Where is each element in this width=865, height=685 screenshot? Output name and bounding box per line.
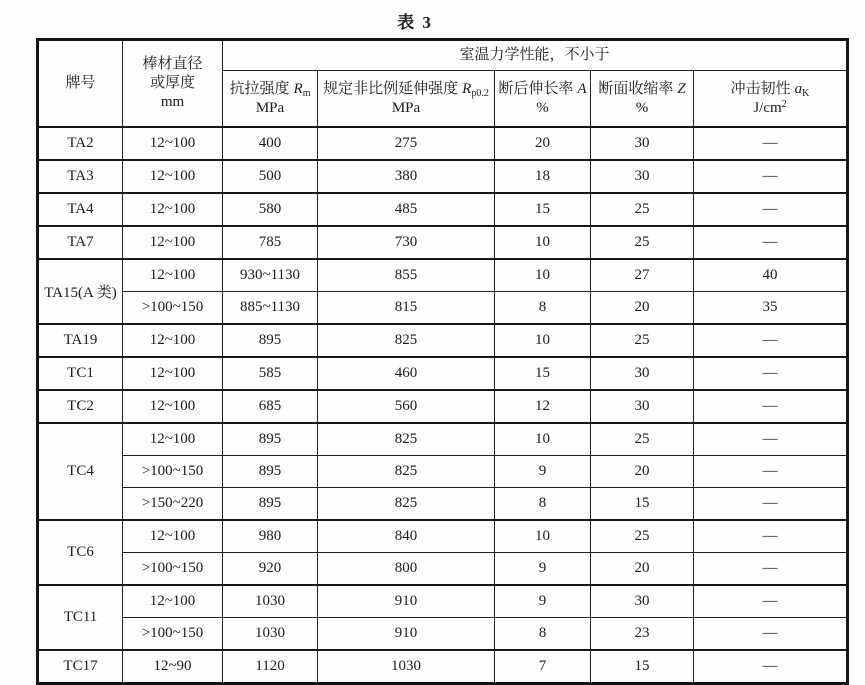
data-cell: 20 xyxy=(591,553,694,586)
data-cell: 12~100 xyxy=(123,324,223,357)
data-cell: 25 xyxy=(591,324,694,357)
data-cell: — xyxy=(694,423,848,456)
header-reduction-of-area-unit: % xyxy=(635,99,649,116)
data-cell: 30 xyxy=(591,127,694,160)
data-cell: >100~150 xyxy=(123,292,223,325)
data-cell: — xyxy=(694,553,848,586)
data-cell: 27 xyxy=(591,259,694,292)
data-cell: 895 xyxy=(223,324,318,357)
data-cell: 895 xyxy=(223,488,318,521)
data-cell: 15 xyxy=(591,650,694,684)
data-cell: 910 xyxy=(318,585,495,618)
table-row xyxy=(38,324,848,357)
data-cell: 815 xyxy=(318,292,495,325)
data-cell: 20 xyxy=(591,292,694,325)
header-tensile-strength-unit: MPa xyxy=(255,99,285,116)
data-cell: 920 xyxy=(223,553,318,586)
data-cell: 23 xyxy=(591,618,694,651)
data-cell: — xyxy=(694,390,848,423)
data-cell: 980 xyxy=(223,520,318,553)
data-cell: >100~150 xyxy=(123,553,223,586)
data-cell: 25 xyxy=(591,520,694,553)
table-header xyxy=(38,40,848,128)
grade-cell: TA4 xyxy=(38,193,123,226)
header-diameter xyxy=(123,40,223,128)
header-tensile-strength xyxy=(223,71,318,128)
data-cell: 380 xyxy=(318,160,495,193)
data-cell: 895 xyxy=(223,456,318,488)
data-cell: 840 xyxy=(318,520,495,553)
table-row xyxy=(38,259,848,292)
table-body xyxy=(38,127,848,684)
data-cell: 580 xyxy=(223,193,318,226)
table-row xyxy=(38,423,848,456)
table-row xyxy=(38,585,848,618)
data-cell: 855 xyxy=(318,259,495,292)
header-elongation xyxy=(495,71,591,128)
data-cell: 12~90 xyxy=(123,650,223,684)
data-cell: 800 xyxy=(318,553,495,586)
table-row xyxy=(38,488,848,521)
table-row xyxy=(38,390,848,423)
table-row xyxy=(38,193,848,226)
data-cell: — xyxy=(694,456,848,488)
data-cell: >150~220 xyxy=(123,488,223,521)
mechanical-properties-table xyxy=(36,38,849,685)
data-cell: — xyxy=(694,650,848,684)
header-impact-toughness xyxy=(694,71,848,128)
data-cell: >100~150 xyxy=(123,456,223,488)
header-grade: 牌号 xyxy=(38,40,123,128)
data-cell: — xyxy=(694,585,848,618)
data-cell: 10 xyxy=(495,259,591,292)
header-proof-strength-label: 规定非比例延伸强度 $R_{p0.2}$ xyxy=(323,80,489,99)
header-room-temp-group: 室温力学性能，不小于 xyxy=(223,40,848,71)
data-cell: 10 xyxy=(495,324,591,357)
data-cell: 400 xyxy=(223,127,318,160)
data-cell: 9 xyxy=(495,456,591,488)
data-cell: 12~100 xyxy=(123,226,223,259)
data-cell: — xyxy=(694,226,848,259)
data-cell: 1030 xyxy=(223,585,318,618)
grade-cell: TC4 xyxy=(38,423,123,520)
header-elongation-label: 断后伸长率 A xyxy=(498,80,587,97)
header-row-top xyxy=(38,40,848,71)
data-cell: 9 xyxy=(495,553,591,586)
table-title: 表 3 xyxy=(397,13,433,32)
data-cell: 885~1130 xyxy=(223,292,318,325)
table-row xyxy=(38,520,848,553)
data-cell: 560 xyxy=(318,390,495,423)
data-cell: 460 xyxy=(318,357,495,390)
grade-cell: TA2 xyxy=(38,127,123,160)
data-cell: 730 xyxy=(318,226,495,259)
data-cell: 25 xyxy=(591,423,694,456)
grade-cell: TC17 xyxy=(38,650,123,684)
data-cell: 12~100 xyxy=(123,423,223,456)
data-cell: 30 xyxy=(591,357,694,390)
data-cell: 910 xyxy=(318,618,495,651)
data-cell: 30 xyxy=(591,585,694,618)
data-cell: 25 xyxy=(591,226,694,259)
data-cell: 12~100 xyxy=(123,193,223,226)
data-cell: 585 xyxy=(223,357,318,390)
data-cell: 825 xyxy=(318,423,495,456)
data-cell: 12~100 xyxy=(123,160,223,193)
data-cell: — xyxy=(694,488,848,521)
data-cell: — xyxy=(694,618,848,651)
table-row xyxy=(38,456,848,488)
data-cell: 275 xyxy=(318,127,495,160)
grade-cell: TA7 xyxy=(38,226,123,259)
table-row xyxy=(38,357,848,390)
data-cell: 30 xyxy=(591,160,694,193)
header-reduction-of-area-label: 断面收缩率 Z xyxy=(598,80,686,97)
data-cell: 12 xyxy=(495,390,591,423)
header-tensile-strength-label: 抗拉强度 $R_m$ xyxy=(229,80,311,99)
data-cell: 12~100 xyxy=(123,585,223,618)
header-diameter-line2: 或厚度 xyxy=(149,75,195,92)
data-cell: 12~100 xyxy=(123,520,223,553)
data-cell: 10 xyxy=(495,520,591,553)
data-cell: 10 xyxy=(495,423,591,456)
data-cell: 25 xyxy=(591,193,694,226)
data-cell: 825 xyxy=(318,324,495,357)
data-cell: 500 xyxy=(223,160,318,193)
data-cell: >100~150 xyxy=(123,618,223,651)
data-cell: 895 xyxy=(223,423,318,456)
data-cell: 15 xyxy=(495,357,591,390)
data-cell: 7 xyxy=(495,650,591,684)
data-cell: 8 xyxy=(495,488,591,521)
data-cell: 35 xyxy=(694,292,848,325)
header-reduction-of-area xyxy=(591,71,694,128)
data-cell: 12~100 xyxy=(123,357,223,390)
table-row xyxy=(38,160,848,193)
header-proof-strength xyxy=(318,71,495,128)
data-cell: 485 xyxy=(318,193,495,226)
data-cell: 30 xyxy=(591,390,694,423)
grade-cell: TC1 xyxy=(38,357,123,390)
data-cell: 1120 xyxy=(223,650,318,684)
header-elongation-unit: % xyxy=(536,99,549,116)
grade-cell: TA19 xyxy=(38,324,123,357)
header-impact-toughness-label: 冲击韧性 $a_K$ xyxy=(730,80,810,99)
data-cell: 9 xyxy=(495,585,591,618)
data-cell: — xyxy=(694,160,848,193)
table-row xyxy=(38,618,848,651)
header-diameter-line1: 棒材直径 xyxy=(142,56,203,73)
data-cell: 20 xyxy=(495,127,591,160)
data-cell: 930~1130 xyxy=(223,259,318,292)
data-cell: 1030 xyxy=(223,618,318,651)
table-row xyxy=(38,650,848,684)
data-cell: 10 xyxy=(495,226,591,259)
table-row xyxy=(38,553,848,586)
grade-cell: TC2 xyxy=(38,390,123,423)
data-cell: 40 xyxy=(694,259,848,292)
data-cell: 785 xyxy=(223,226,318,259)
data-cell: — xyxy=(694,520,848,553)
header-impact-toughness-unit: $J/cm^2$ xyxy=(753,98,787,116)
data-cell: 15 xyxy=(591,488,694,521)
grade-cell: TC11 xyxy=(38,585,123,650)
data-cell: — xyxy=(694,193,848,226)
data-cell: 825 xyxy=(318,456,495,488)
table-row xyxy=(38,127,848,160)
grade-cell: TA15(A 类) xyxy=(38,259,123,324)
data-cell: — xyxy=(694,127,848,160)
data-cell: 20 xyxy=(591,456,694,488)
data-cell: 15 xyxy=(495,193,591,226)
data-cell: 12~100 xyxy=(123,127,223,160)
data-cell: 8 xyxy=(495,292,591,325)
grade-cell: TC6 xyxy=(38,520,123,585)
data-cell: 685 xyxy=(223,390,318,423)
header-diameter-unit: mm xyxy=(160,93,185,110)
data-cell: 825 xyxy=(318,488,495,521)
table-row xyxy=(38,292,848,325)
data-cell: 8 xyxy=(495,618,591,651)
data-cell: — xyxy=(694,324,848,357)
table-row xyxy=(38,226,848,259)
data-cell: 1030 xyxy=(318,650,495,684)
data-cell: 12~100 xyxy=(123,259,223,292)
header-proof-strength-unit: MPa xyxy=(391,99,421,116)
data-cell: 12~100 xyxy=(123,390,223,423)
data-cell: 18 xyxy=(495,160,591,193)
data-cell: — xyxy=(694,357,848,390)
grade-cell: TA3 xyxy=(38,160,123,193)
